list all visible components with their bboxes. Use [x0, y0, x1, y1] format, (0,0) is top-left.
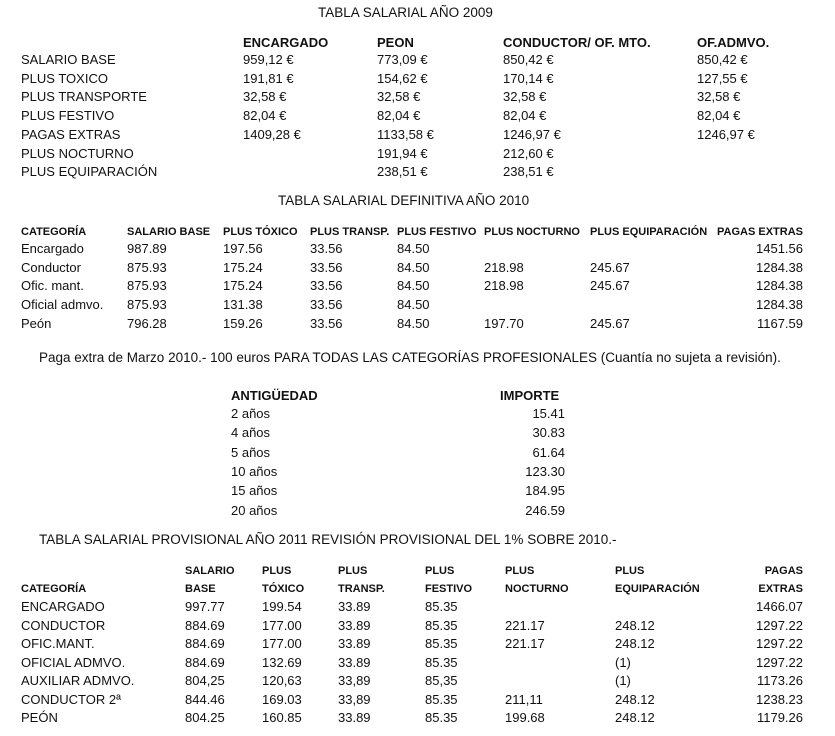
- table-cell: 33,89: [338, 673, 371, 688]
- table-cell: 238,51 €: [377, 164, 428, 180]
- table-cell: 33,89: [338, 691, 371, 707]
- table-cell: 127,55 €: [697, 70, 748, 86]
- table-cell: 987.89: [127, 241, 167, 256]
- table-cell: (1): [615, 654, 631, 670]
- table-cell: 850,42 €: [503, 52, 554, 67]
- table-cell: 84.50: [397, 259, 430, 275]
- table-cell: 884.69: [185, 617, 225, 633]
- row-label: 20 años: [231, 502, 278, 518]
- column-header: PEON: [377, 35, 414, 50]
- row-label: 2 años: [231, 406, 271, 421]
- row-label: PEÓN: [21, 710, 58, 725]
- column-header: SALARIO BASE: [127, 226, 211, 238]
- column-header: PLUS: [505, 565, 535, 577]
- table-2010-title: TABLA SALARIAL DEFINITIVA AÑO 2010: [278, 193, 530, 208]
- table-cell: 245.67: [590, 278, 630, 294]
- table-cell: 875.93: [127, 297, 167, 313]
- column-header: TÓXICO: [262, 583, 305, 595]
- table-cell: 32,58 €: [377, 89, 421, 105]
- table-cell: 160.85: [262, 710, 302, 725]
- table-cell: 850,42 €: [697, 52, 748, 67]
- table-cell: 84.50: [397, 278, 430, 294]
- row-label: Encargado: [21, 241, 84, 256]
- table-cell: 175.24: [223, 278, 263, 294]
- table-cell: 32,58 €: [503, 89, 547, 105]
- column-header: CATEGORÍA: [21, 583, 87, 595]
- table-cell: 248.12: [615, 691, 655, 707]
- table-cell: 33.56: [310, 278, 343, 294]
- table-cell: 246.59: [525, 502, 565, 518]
- table-cell: 221.17: [505, 617, 545, 633]
- table-2011-title: TABLA SALARIAL PROVISIONAL AÑO 2011 REVISIÓN PROVISIONAL DEL 1% SOBRE 2010.-: [39, 532, 617, 547]
- row-label: ENCARGADO: [21, 599, 105, 614]
- column-header: IMPORTE: [500, 388, 560, 403]
- column-header: PLUS TÓXICO: [223, 226, 298, 238]
- row-label: PLUS EQUIPARACIÓN: [21, 164, 158, 180]
- table-cell: 959,12 €: [243, 52, 294, 67]
- table-cell: 33.56: [310, 259, 343, 275]
- table-cell: 197.56: [223, 241, 263, 256]
- table-cell: 61.64: [532, 444, 565, 460]
- row-label: 5 años: [231, 444, 271, 460]
- table-cell: 238,51 €: [503, 164, 554, 180]
- table-cell: 1297.22: [756, 636, 803, 651]
- row-label: SALARIO BASE: [21, 52, 116, 67]
- column-header: PAGAS: [764, 565, 803, 577]
- table-cell: 218.98: [484, 259, 524, 275]
- row-label: OFICIAL ADMVO.: [21, 654, 126, 670]
- column-header: ANTIGÜEDAD: [231, 388, 318, 403]
- table-cell: 33.56: [310, 241, 343, 256]
- table-cell: 85.35: [425, 691, 458, 707]
- table-cell: 1297.22: [756, 654, 803, 670]
- table-cell: 221.17: [505, 636, 545, 651]
- table-cell: 33.56: [310, 315, 343, 331]
- table-cell: 169.03: [262, 691, 302, 707]
- table-cell: 33.89: [338, 599, 371, 614]
- paga-extra-note: Paga extra de Marzo 2010.- 100 euros PARA TODAS LAS CATEGORÍAS PROFESIONALES (Cuantía no sujeta a revisión).: [39, 350, 781, 365]
- table-cell: 1167.59: [756, 315, 803, 331]
- table-cell: 197.70: [484, 315, 524, 331]
- table-cell: 1246,97 €: [697, 126, 755, 142]
- column-header: TRANSP.: [338, 583, 385, 595]
- column-header: PLUS: [615, 565, 645, 577]
- table-cell: 85.35: [425, 617, 458, 633]
- column-header: PLUS TRANSP.: [310, 226, 390, 238]
- row-label: PLUS TOXICO: [21, 70, 108, 86]
- table-cell: 248.12: [615, 636, 655, 651]
- table-cell: 804.25: [185, 710, 225, 725]
- column-header: CONDUCTOR/ OF. MTO.: [503, 35, 651, 50]
- table-cell: 170,14 €: [503, 70, 554, 86]
- table-cell: 1246,97 €: [503, 126, 561, 142]
- table-cell: 154,62 €: [377, 70, 428, 86]
- row-label: 15 años: [231, 483, 278, 499]
- table-cell: 191,81 €: [243, 70, 294, 86]
- table-cell: 82,04 €: [503, 108, 547, 124]
- table-cell: 248.12: [615, 710, 655, 725]
- table-cell: (1): [615, 673, 631, 688]
- row-label: PLUS NOCTURNO: [21, 145, 134, 161]
- table-cell: 132.69: [262, 654, 302, 670]
- table-cell: 1284.38: [756, 297, 803, 313]
- table-cell: 85,35: [425, 673, 458, 688]
- table-cell: 875.93: [127, 278, 167, 294]
- table-cell: 875.93: [127, 259, 167, 275]
- table-cell: 85.35: [425, 599, 458, 614]
- column-header: EQUIPARACIÓN: [615, 583, 700, 595]
- table-cell: 1179.26: [756, 710, 803, 725]
- table-cell: 184.95: [525, 483, 565, 499]
- table-cell: 884.69: [185, 654, 225, 670]
- table-cell: 84.50: [397, 297, 430, 313]
- row-label: CONDUCTOR 2ª: [21, 691, 121, 707]
- table-cell: 1238.23: [756, 691, 803, 707]
- table-cell: 1297.22: [756, 617, 803, 633]
- column-header: PLUS NOCTURNO: [484, 226, 580, 238]
- table-cell: 248.12: [615, 617, 655, 633]
- column-header: PLUS: [425, 565, 455, 577]
- table-cell: 211,11: [505, 691, 543, 707]
- table-cell: 30.83: [532, 425, 565, 441]
- table-cell: 844.46: [185, 691, 225, 707]
- table-cell: 123.30: [525, 463, 565, 479]
- table-cell: 1466.07: [756, 599, 803, 614]
- table-cell: 1173.26: [756, 673, 803, 688]
- column-header: FESTIVO: [425, 583, 473, 595]
- row-label: PLUS FESTIVO: [21, 108, 115, 124]
- row-label: 10 años: [231, 463, 278, 479]
- table-cell: 199.68: [505, 710, 545, 725]
- row-label: PLUS TRANSPORTE: [21, 89, 147, 105]
- row-label: PAGAS EXTRAS: [21, 126, 121, 142]
- column-header: OF.ADMVO.: [697, 35, 770, 50]
- row-label: Peón: [21, 315, 52, 331]
- table-cell: 82,04 €: [243, 108, 287, 124]
- table-cell: 85.35: [425, 654, 458, 670]
- table-cell: 33.89: [338, 710, 371, 725]
- table-cell: 131.38: [223, 297, 263, 313]
- table-cell: 245.67: [590, 315, 630, 331]
- column-header: SALARIO: [185, 565, 235, 577]
- row-label: AUXILIAR ADMVO.: [21, 673, 135, 688]
- table-cell: 997.77: [185, 599, 225, 614]
- table-cell: 177.00: [262, 617, 302, 633]
- row-label: Ofic. mant.: [21, 278, 84, 294]
- table-cell: 175.24: [223, 259, 263, 275]
- table-cell: 33.89: [338, 636, 371, 651]
- column-header: PLUS: [338, 565, 368, 577]
- row-label: 4 años: [231, 425, 271, 441]
- table-cell: 159.26: [223, 315, 263, 331]
- table-cell: 32,58 €: [697, 89, 741, 105]
- column-header: BASE: [185, 583, 216, 595]
- row-label: Conductor: [21, 259, 81, 275]
- table-cell: 120,63: [262, 673, 302, 688]
- table-cell: 218.98: [484, 278, 524, 294]
- table-cell: 1284.38: [756, 259, 803, 275]
- table-cell: 33.89: [338, 654, 371, 670]
- table-cell: 245.67: [590, 259, 630, 275]
- table-cell: 177.00: [262, 636, 302, 651]
- column-header: PLUS FESTIVO: [397, 226, 477, 238]
- table-cell: 804,25: [185, 673, 225, 688]
- table-cell: 85.35: [425, 710, 458, 725]
- table-cell: 884.69: [185, 636, 225, 651]
- table-cell: 85.35: [425, 636, 458, 651]
- column-header: EXTRAS: [758, 583, 803, 595]
- table-2009-title: TABLA SALARIAL AÑO 2009: [318, 5, 493, 20]
- table-cell: 796.28: [127, 315, 167, 331]
- table-cell: 84.50: [397, 241, 430, 256]
- table-cell: 1409,28 €: [243, 126, 301, 142]
- table-cell: 32,58 €: [243, 89, 287, 105]
- row-label: OFIC.MANT.: [21, 636, 95, 651]
- column-header: CATEGORÍA: [21, 226, 87, 238]
- table-cell: 84.50: [397, 315, 430, 331]
- table-cell: 1284.38: [756, 278, 803, 294]
- table-cell: 191,94 €: [377, 145, 428, 161]
- table-cell: 199.54: [262, 599, 302, 614]
- column-header: PLUS: [262, 565, 292, 577]
- table-cell: 33.56: [310, 297, 343, 313]
- table-cell: 15.41: [532, 406, 565, 421]
- table-cell: 1133,58 €: [377, 126, 434, 142]
- column-header: PLUS EQUIPARACIÓN: [590, 226, 708, 238]
- column-header: PAGAS EXTRAS: [717, 226, 803, 238]
- table-cell: 212,60 €: [503, 145, 554, 161]
- table-cell: 1451.56: [756, 241, 803, 256]
- table-cell: 82,04 €: [697, 108, 741, 124]
- row-label: Oficial admvo.: [21, 297, 104, 313]
- table-cell: 773,09 €: [377, 52, 428, 67]
- row-label: CONDUCTOR: [21, 617, 106, 633]
- column-header: NOCTURNO: [505, 583, 569, 595]
- column-header: ENCARGADO: [243, 35, 329, 50]
- table-cell: 82,04 €: [377, 108, 421, 124]
- table-cell: 33.89: [338, 617, 371, 633]
